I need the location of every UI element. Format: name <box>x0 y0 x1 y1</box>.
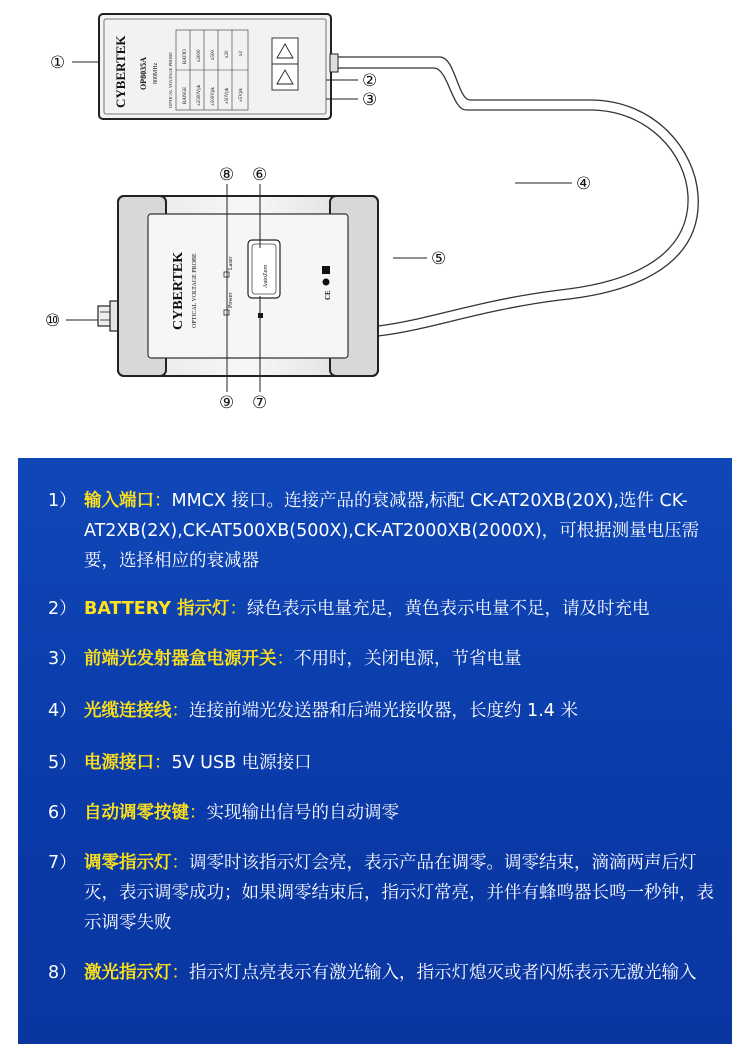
item-separator: ： <box>154 753 172 773</box>
item-desc: 5V USB 电源接口 <box>171 753 312 773</box>
item-separator: ： <box>171 853 189 873</box>
item-term: BATTERY 指示灯 <box>84 599 230 619</box>
item-number: 4） <box>48 701 77 721</box>
box-subtitle: OPTICAL VOLTAGE PROBE <box>192 253 198 328</box>
probe-range-3: ±50Vpk <box>225 87 230 104</box>
list-item <box>48 696 718 726</box>
probe-freq: 800MHz <box>153 62 159 84</box>
probe-ratio-1: x2000 <box>197 49 202 62</box>
laser-label: Laser <box>228 256 234 270</box>
probe-ratio-4: x2 <box>239 51 244 56</box>
item-number: 8） <box>48 963 77 983</box>
list-item <box>48 748 718 778</box>
item-number: 6） <box>48 803 77 823</box>
svg-text:CE: CE <box>324 290 332 300</box>
callout-6: ⑥ <box>252 165 268 184</box>
item-term: 自动调零按键 <box>84 803 189 823</box>
probe-range-1: ±2500Vpk <box>197 84 202 106</box>
list-item <box>48 486 718 576</box>
list-item <box>48 594 718 624</box>
item-separator: ： <box>171 963 189 983</box>
item-desc: 连接前端光发送器和后端光接收器，长度约 1.4 米 <box>189 701 578 721</box>
power-label: Power <box>228 292 234 308</box>
probe-range-4: ±5Vpk <box>239 88 244 102</box>
probe-range-2: ±500Vpk <box>211 87 216 106</box>
item-desc: 绿色表示电量充足，黄色表示电量不足，请及时充电 <box>247 599 650 619</box>
item-separator: ： <box>189 803 207 823</box>
item-desc: 不用时，关闭电源，节省电量 <box>294 649 522 669</box>
item-term: 激光指示灯 <box>84 963 172 983</box>
item-term: 光缆连接线 <box>84 701 172 721</box>
probe-table-header: OPTICAL VOLTAGE PROBE <box>168 52 173 108</box>
callout-2: ② <box>362 71 378 90</box>
item-separator: ： <box>171 701 189 721</box>
callout-1: ① <box>50 53 66 72</box>
probe-ratio-label: RATIO <box>183 49 188 64</box>
probe-brand: CYBERTEK <box>113 35 128 108</box>
receiver-box <box>98 196 378 376</box>
warning-icon <box>272 38 298 90</box>
probe-ratio-2: x500 <box>211 50 216 60</box>
item-number: 7） <box>48 853 77 873</box>
item-separator: ： <box>229 599 248 619</box>
callout-5: ⑤ <box>431 249 447 268</box>
callout-9: ⑨ <box>219 393 235 412</box>
box-brand: CYBERTEK <box>171 251 186 330</box>
list-item <box>48 958 718 988</box>
item-term: 调零指示灯 <box>84 853 172 873</box>
callout-8: ⑧ <box>219 165 235 184</box>
item-number: 1） <box>48 491 77 511</box>
item-term: 输入端口 <box>84 491 154 511</box>
item-separator: ： <box>276 649 294 669</box>
item-desc: 调零时该指示灯会亮，表示产品在调零。调零结束，滴滴两声后灯灭，表示调零成功；如果调零结束后，指示灯常亮，并伴有蜂鸣器长鸣一秒钟，表示调零失败 <box>84 853 714 933</box>
item-term: 前端光发射器盒电源开关 <box>84 649 277 669</box>
item-separator: ： <box>154 491 172 511</box>
probe-diagram <box>0 0 750 458</box>
item-number: 3） <box>48 649 77 669</box>
callout-4: ④ <box>576 174 592 193</box>
description-panel <box>18 458 732 1044</box>
probe-range-label: RANGE <box>183 86 188 104</box>
item-desc: 指示灯点亮表示有激光输入，指示灯熄灭或者闪烁表示无激光输入 <box>189 963 697 983</box>
item-desc: 实现输出信号的自动调零 <box>206 803 399 823</box>
item-number: 2） <box>48 599 77 619</box>
callout-3: ③ <box>362 90 378 109</box>
probe-ratio-3: x20 <box>225 50 230 58</box>
callout-7: ⑦ <box>252 393 268 412</box>
probe-transmitter <box>99 14 338 119</box>
item-term: 电源接口 <box>84 753 154 773</box>
list-item <box>48 848 718 938</box>
list-item <box>48 798 718 828</box>
item-desc: MMCX 接口。连接产品的衰减器,标配 CK-AT20XB(20X),选件 CK-AT2XB(2X),CK-AT500XB(500X),CK-AT2000XB(2000X)，可根据测量电压需要，选择相应的衰减器 <box>84 491 700 571</box>
autozero-label: AutoZero <box>263 264 269 288</box>
item-number: 5） <box>48 753 77 773</box>
list-item <box>48 644 718 674</box>
probe-model: OP8035A <box>139 57 148 90</box>
fiber-cable <box>336 57 698 336</box>
callout-10: ⑩ <box>45 311 61 330</box>
